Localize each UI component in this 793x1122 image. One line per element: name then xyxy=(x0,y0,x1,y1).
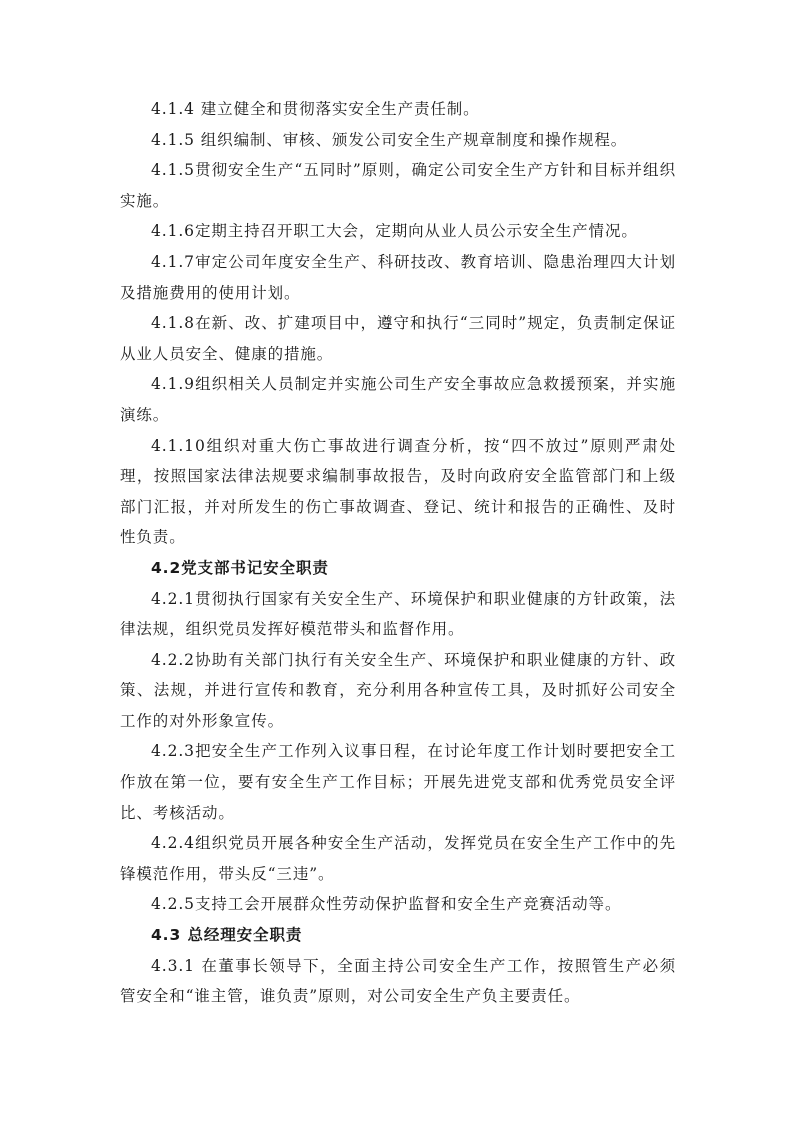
paragraph-4-1-9: 4.1.9组织相关人员制定并实施公司生产安全事故应急救援预案，并实施演练。 xyxy=(120,375,676,424)
paragraph-4-3-1: 4.3.1 在董事长领导下，全面主持公司安全生产工作，按照管生产必须管安全和“谁主管，谁负责”原则，对公司安全生产负主要责任。 xyxy=(120,956,676,1006)
paragraph-4-2-1: 4.2.1贯彻执行国家有关安全生产、环境保护和职业健康的方针政策，法律法规，组织党员发挥好模范带头和监督作用。 xyxy=(120,589,676,639)
section-heading-4-2: 4.2党支部书记安全职责 xyxy=(151,558,329,577)
paragraph-4-1-5-a: 4.1.5 组织编制、审核、颁发公司安全生产规章制度和操作规程。 xyxy=(151,130,628,149)
paragraph-4-1-5-b: 4.1.5贯彻安全生产“五同时”原则，确定公司安全生产方针和目标并组织实施。 xyxy=(120,161,676,210)
paragraph-4-2-4: 4.2.4组织党员开展各种安全生产活动，发挥党员在安全生产工作中的先锋模范作用，带头反“三违”。 xyxy=(120,834,676,883)
paragraph-4-2-3: 4.2.3把安全生产工作列入议事日程，在讨论年度工作计划时要把安全工作放在第一位，要有安全生产工作目标；开展先进党支部和优秀党员安全评比、考核活动。 xyxy=(120,742,676,822)
paragraph-4-2-2: 4.2.2协助有关部门执行有关安全生产、环境保护和职业健康的方针、政策、法规，并进行宣传和教育，充分利用各种宣传工具，及时抓好公司安全工作的对外形象宣传。 xyxy=(120,650,676,730)
paragraph-4-1-6: 4.1.6定期主持召开职工大会，定期向从业人员公示安全生产情况。 xyxy=(151,222,638,241)
section-heading-4-3: 4.3 总经理安全职责 xyxy=(151,926,303,945)
document-page xyxy=(120,94,676,1012)
paragraph-4-1-8: 4.1.8在新、改、扩建项目中，遵守和执行“三同时”规定，负责制定保证从业人员安全、健康的措施。 xyxy=(120,314,676,363)
paragraph-4-1-7: 4.1.7审定公司年度安全生产、科研技改、教育培训、隐患治理四大计划及措施费用的使用计划。 xyxy=(120,252,676,302)
paragraph-4-1-4: 4.1.4 建立健全和贯彻落实安全生产责任制。 xyxy=(151,100,480,118)
paragraph-4-1-10: 4.1.10组织对重大伤亡事故进行调查分析，按“四不放过”原则严肃处理，按照国家法律法规要求编制事故报告，及时向政府安全监管部门和上级部门汇报，并对所发生的伤亡事故调查、登记、统计和报告的正确性、及时性负责。 xyxy=(120,436,676,547)
paragraph-4-2-5: 4.2.5支持工会开展群众性劳动保护监督和安全生产竞赛活动等。 xyxy=(151,895,622,914)
